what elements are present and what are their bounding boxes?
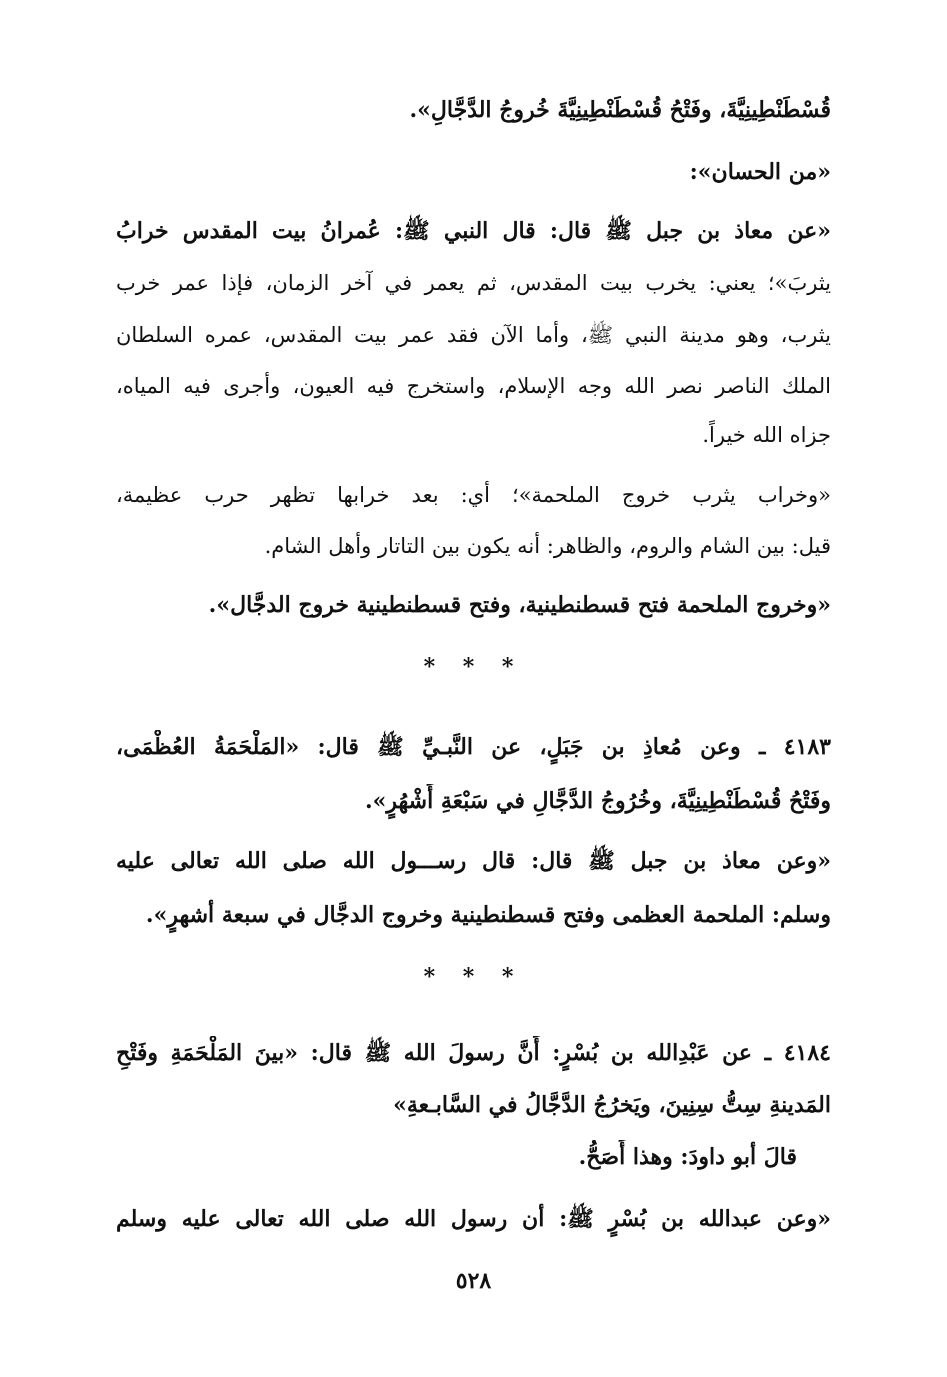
hadith-4184-line-2: المَدينةِ سِتُّ سِنِينَ، ويَخرُجُ الدَّجَّالُ في السَّابـعةِ» bbox=[393, 1092, 831, 1118]
text-line-4: يثربَ»؛ يعني: يخرب بيت المقدس، ثم يعمر في آخر الزمان، فإذا عمر خرب bbox=[116, 271, 831, 295]
text-line-1: قُسْطَنْطِينِيَّةَ، وفَتْحُ قُسْطَنْطِينِيَّةَ خُروجُ الدَّجَّالِ». bbox=[409, 97, 831, 123]
commentary-4183-line-1: «وعن معاذ بن جبل ﷺ قال: قال رســـول الله صلى الله تعالى عليه bbox=[116, 848, 831, 874]
abu-dawud-note: قالَ أبو داودَ: وهذا أَصَحُّ. bbox=[578, 1144, 797, 1170]
hadith-4183-line-2: وفَتْحُ قُسْطَنْطِينِيَّةَ، وخُرُوجُ الدَّجَّالِ في سَبْعَةِ أَشْهُرٍ». bbox=[364, 788, 831, 814]
hadith-4184-line-1: ٤١٨٤ ـ عن عَبْدِالله بن بُسْرٍ: أَنَّ رسولَ الله ﷺ قال: «بينَ المَلْحَمَةِ وفَتْحِ bbox=[116, 1040, 831, 1066]
section-separator: * * * bbox=[423, 964, 524, 990]
text-line-5: يثرب، وهو مدينة النبي ﷺ، وأما الآن فقد عمر بيت المقدس، عمره السلطان bbox=[116, 323, 831, 347]
hadith-4183-line-1: ٤١٨٣ ـ وعن مُعاذِ بن جَبَلٍ، عن النَّبـيِّ ﷺ قال: «المَلْحَمَةُ العُظْمَى، bbox=[116, 734, 831, 760]
text-line-10: «وخروج الملحمة فتح قسطنطينية، وفتح قسطنطينية خروج الدجَّال». bbox=[208, 592, 831, 618]
text-line-7: جزاه الله خيراً. bbox=[702, 423, 831, 447]
commentary-4183-line-2: وسلم: الملحمة العظمى وفتح قسطنطينية وخروج الدجَّال في سبعة أشهرٍ». bbox=[145, 902, 831, 928]
text-line-9: قيل: بين الشام والروم، والظاهر: أنه يكون بين التاتار وأهل الشام. bbox=[264, 534, 831, 558]
section-separator: * * * bbox=[423, 654, 524, 680]
text-line-6: الملك الناصر نصر الله وجه الإسلام، واستخرج فيه العيون، وأجرى فيه المياه، bbox=[116, 374, 831, 398]
section-heading-hisan: «من الحسان»: bbox=[689, 159, 831, 185]
commentary-4184-line-1: «وعن عبدالله بن بُسْرٍ ﷺ: أن رسول الله صلى الله تعالى عليه وسلم bbox=[116, 1206, 831, 1232]
page-number: ٥٢٨ bbox=[455, 1268, 492, 1294]
text-line-8: «وخراب يثرب خروج الملحمة»؛ أي: بعد خرابها تظهر حرب عظيمة، bbox=[116, 483, 831, 507]
text-line-3: «عن معاذ بن جبل ﷺ قال: قال النبي ﷺ: عُمرانُ بيت المقدس خرابُ bbox=[116, 218, 831, 244]
